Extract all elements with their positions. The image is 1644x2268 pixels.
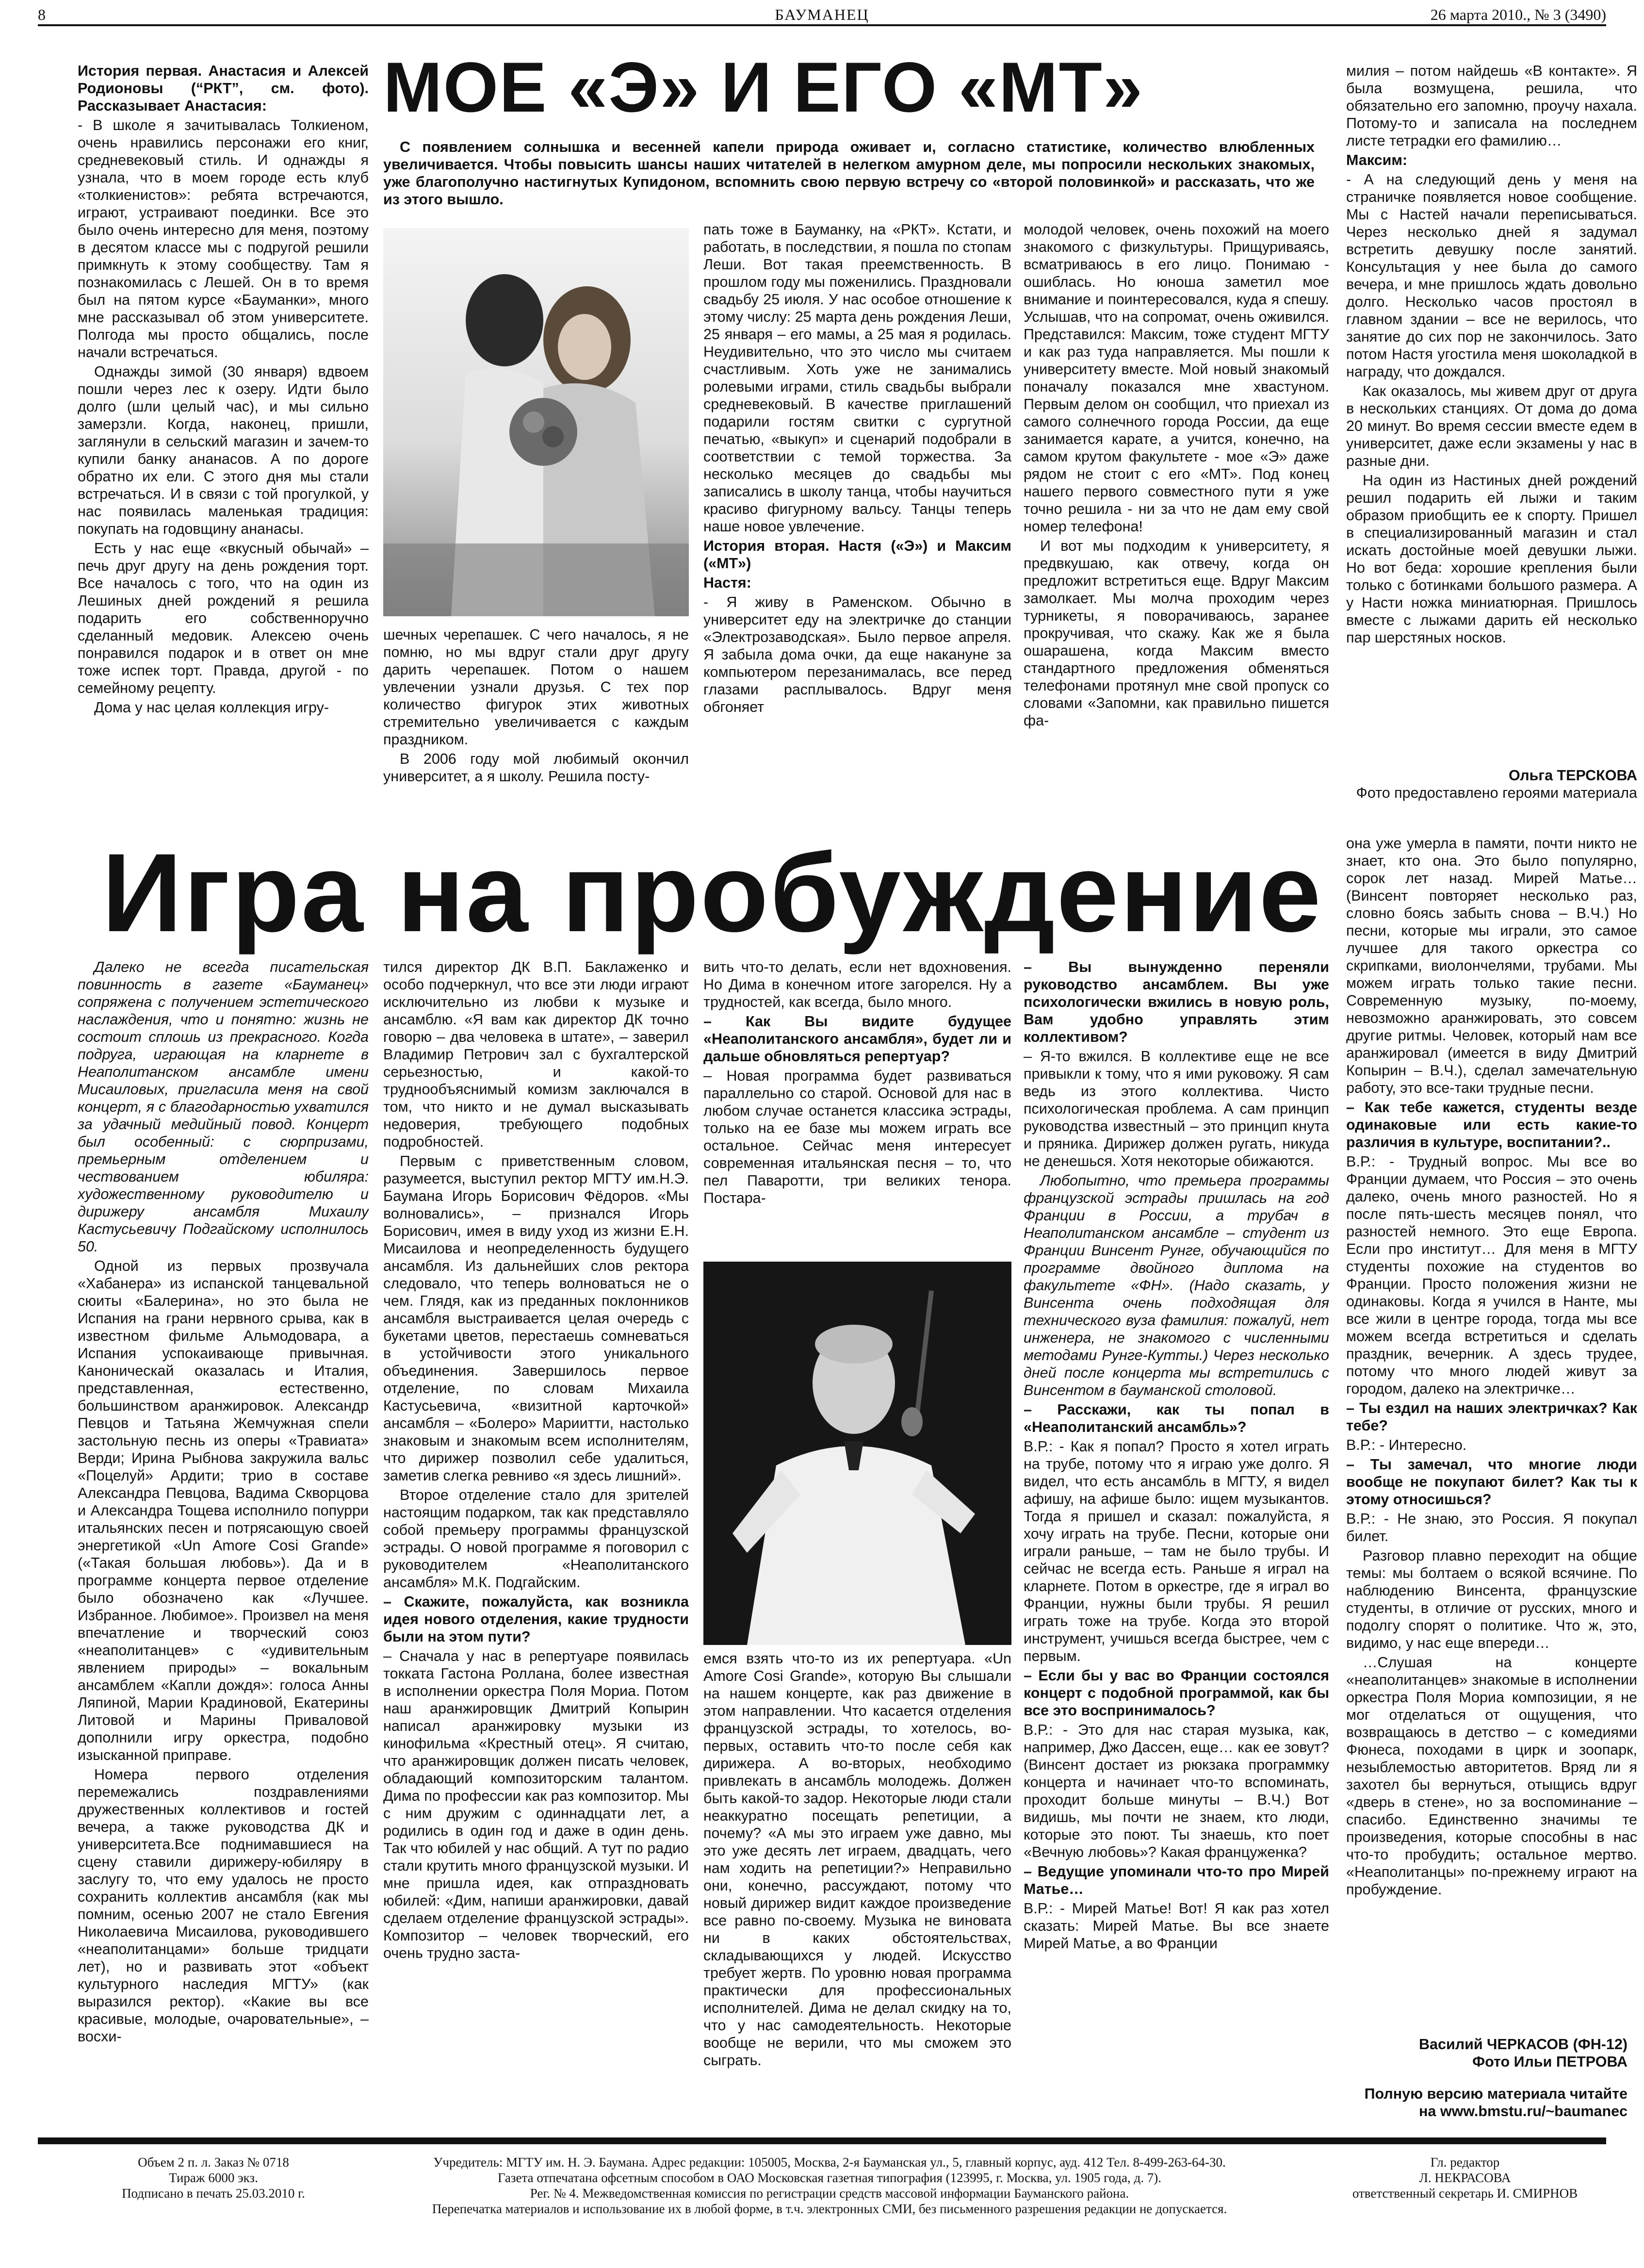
paragraph: тился директор ДК В.П. Баклаженко и особо подчеркнул, что все эти люди играют исключительно из любви к музыке и ансамблю. «Я вам как директор ДК точно говорю – два человека в штате», – заверил Владимир Петрович зал с бухгалтерской серьезностью, и какой-то труднообъяснимый комизм заключался в том, что никто и не думал высказывать недоверия, требующего подобных подробностей.	[383, 959, 689, 1150]
paragraph: молодой человек, очень похожий на моего знакомого с физкультуры. Прищуриваясь, всматриваюсь в его лицо. Понимаю - ошиблась. Но юноша заметил мое внимание и поинтересовался, куда я спешу. Услышав, что на сопромат, очень оживился. Представился: Максим, тоже студент МГТУ и как раз туда направляется. Мы пошли к университету вместе. Мой новый знакомый поначалу показался мне хвастуном. Первым делом он сообщил, что приехал из самого солнечного города России, да еще занимается карате, а учится, конечно, на самом крутом факультете - мое «Э» даже рядом не стоит с его «МТ». Под конец нашего первого совместного пути я уже точно решила - ни за что не дам ему свой номер телефона!	[1024, 221, 1329, 535]
paragraph: В.Р.: - Интересно.	[1346, 1437, 1467, 1453]
footer-copyright: Перепечатка материалов и использование их в любой форме, в т.ч. электронных СМИ, без письменного разрешения редакции не допускается.	[432, 2202, 1227, 2216]
interview-question: – Как Вы видите будущее «Неаполитанского ансамбля», будет ли и дальше обновляться репертуар?	[703, 1013, 1011, 1065]
page-number: 8	[38, 6, 46, 23]
paragraph: На один из Настиных дней рождений решил подарить ей лыжи и таким образом приобщить ее к спорту. Пришел в специализированный магазин и стал искать достойные моей девушки лыжи. Но вот беда: хорошие крепления были только с ботинками большого размера. А у Насти ножка миниатюрная. Пришлось вместе с лыжами дарить ей несколько пар шерстяных носков.	[1346, 472, 1637, 646]
paragraph: В 2006 году мой любимый окончил университет, а я школу. Решила посту-	[383, 751, 689, 785]
paragraph: Любопытно, что премьера программы французской эстрады пришлась на год Франции в России, а трубач в Неаполитанском ансамбле – студент из Франции Винсент Рунге, обучающийся по программе двойного диплома на факультете «ФН». (Надо сказать, у Винсента очень подходящая для технического вуза фамилия: пожалуй, нет инженера, не знакомого с численными методами Рунге-Кутты.) Через несколько дней после концерта мы встретились с Винсентом в бауманской столовой.	[1024, 1172, 1329, 1398]
article2-byline	[1346, 2036, 1628, 2120]
paragraph: - Я живу в Раменском. Обычно в университет еду на электричке до станции «Электрозаводская». Было первое апреля. Я забыла дома очки, да еще накануне за компьютером перезанималась, все перед глазами расплывалось. Вдруг меня обгоняет	[703, 594, 1011, 715]
paragraph: шечных черепашек. С чего началось, я не помню, но мы вдруг стали друг другу дарить черепашек. Потом о нашем увлечении узнали друзья. С тех пор количество фигурок этих животных стремительно увеличивается с каждым праздником.	[383, 626, 689, 748]
conductor-photo	[703, 1262, 1011, 1645]
interview-question: – Если бы у вас во Франции состоялся концерт с подобной программой, как бы все это воспринималось?	[1024, 1667, 1329, 1719]
paragraph: …Слушая на концерте «неаполитанцев» знакомые в исполнении оркестра Поля Мориа композиции, я не мог отделаться от ощущения, что возвращаюсь в детство – с комедиями Фюнеса, походами в цирк и зоопарк, незыблемостью авторитетов. Вряд ли я захотел бы вернуться, отыщись вдруг «дверь в стене», но за воспоминание – спасибо. Единственно значимы те произведения, которые способны в нас что-то пробудить; остальное мертво. «Неаполитанцы» по-прежнему играют на пробуждение.	[1346, 1654, 1637, 1898]
article2-column-4	[1024, 958, 1329, 2123]
paragraph: Второе отделение стало для зрителей настоящим подарком, так как представляло собой премьеру программы французской эстрады. О новой программе я поговорил с руководителем «Неаполитанского ансамбля» М.К. Подгайским.	[383, 1487, 689, 1591]
running-header	[38, 4, 1606, 26]
paragraph: пать тоже в Бауманку, на «РКТ». Кстати, и работать, в последствии, я пошла по стопам Леши. Вот такая преемственность. В прошлом году мы поженились. Праздновали свадьбу 25 июля. У нас особое отношение к этому числу: 25 марта день рождения Леши, 25 января – его мамы, а 25 мая я родилась. Неудивительно, что это число мы считаем счастливым. Хоть уже не занимались ролевыми играми, стиль свадьбы выбрали средневековый. В качестве приглашений подарили гостям свитки с сургутной печатью, «выкуп» и сценарий подобрали в соответствии с темой торжества. За несколько месяцев до свадьбы мы записались в школу танца, чтобы научиться красиво фигурному вальсу. Танцы теперь наше новое увлечение.	[703, 221, 1011, 535]
paragraph: В.Р.: - Трудный вопрос. Мы все во Франции думаем, что Россия – это очень далеко, очень много разностей. Но я после пять-шесть месяцев понял, что разностей немного. Это еще Европа. Если про институт… Для меня в МГТУ студенты похожие на студентов во Франции. Просто положения жизни не одинаковы. Когда я учился в Нанте, мы все жили в центре города, тогда мы все можем всегда встретиться и сделать праздник, вечерник. А здесь трудее, потому что много людей живут за городом, далеко на электричке…	[1346, 1153, 1637, 1397]
section-heading: Максим:	[1346, 152, 1408, 168]
article1-byline	[1346, 767, 1637, 802]
article1-column-4	[1024, 221, 1329, 830]
paragraph: – Сначала у нас в репертуаре появилась токката Гастона Роллана, более известная в исполнении оркестра Поля Мориа. Потом наш аранжировщик Дмитрий Копырин написал аранжировку музыки из кинофильма «Крестный отец». Я считаю, что аранжировщик должен писать человек, обладающий композиторским талантом. Дима по профессии как раз композитор. Мы с ним дружим с одиннадцати лет, а родились в один год и даже в один день. Так что юбилей у нас общий. А тут по радио стали крутить много французской музыки. И мне пришла идея, как отпраздновать юбилей: «Дим, напиши аранжировки, давай сделаем отделение французской эстрады». Композитор – человек творческий, его очень трудно заста-	[383, 1648, 689, 1961]
footer-secretary: ответственный секретарь И. СМИРНОВ	[1352, 2186, 1578, 2201]
paragraph: Далеко не всегда писательская повинность в газете «Бауманец» сопряжена с получением эстетического наслаждения, что и понятно: жизнь не состоит сплошь из прекрасного. Когда подруга, играющая на кларнете в Неаполитанском ансамбле имени Мисаиловых, пригласила меня на свой концерт, я с благодарностью ухватился за удачный медийный повод. Концерт был особенный: с сюрпризами, премьерным отделением и чествованием юбиляра: художественному руководителю и дирижеру ансамбля Михаилу Кастусьевичу Подгайскому исполнилось 50.	[78, 959, 369, 1255]
paragraph: Дома у нас целая коллекция игру-	[94, 699, 329, 716]
article2-column-1	[78, 958, 369, 2123]
article2-author: Василий ЧЕРКАСОВ (ФН-12)	[1419, 2036, 1628, 2053]
issue-date: 26 марта 2010., № 3 (3490)	[1430, 6, 1606, 23]
footer-signed: Подписано в печать 25.03.2010 г.	[122, 2186, 305, 2201]
article1-lead	[383, 138, 1315, 208]
article2-column-3-lower	[703, 1650, 1011, 2123]
article1-column-1	[78, 62, 369, 829]
footer-volume: Объем 2 п. л. Заказ № 0718	[138, 2155, 289, 2169]
paragraph: - А на следующий день у меня на страничке появляется новое сообщение. Мы с Настей начали переписываться. Через несколько дней я задумал встретить девушку после занятий. Консультация у нее была до самого вечера, и мне пришлось ждать довольно долго. Несколько часов простоял в главном здании – все не верилось, что занятие до сих пор не закончилось. Зато потом Настя угостила меня шоколадкой в награду, что дождался.	[1346, 171, 1637, 380]
footer-editor-title: Гл. редактор	[1430, 2155, 1500, 2169]
header-rule	[38, 24, 1606, 26]
footer-publisher-info	[369, 2154, 1290, 2217]
article1-lead-text: С появлением солнышка и весенней капели природа оживает и, согласно статистике, количество влюбленных увеличивается. Чтобы повысить шансы наших читателей в нелегком амурном деле, мы попросили нескольких знакомых, уже благополучно настигнутых Купидоном, вспомнить свою первую встречу со «второй половинкой» и рассказать, что же из этого вышло.	[383, 139, 1315, 208]
article2-photo-credit: Фото Ильи ПЕТРОВА	[1472, 2054, 1628, 2070]
article2-title: Игра на пробуждение	[102, 830, 1323, 955]
article2-column-5	[1346, 835, 1637, 2023]
paragraph: В.Р.: - Это для нас старая музыка, как, например, Джо Дассен, еще… как ее зовут? (Винсент достает из рюкзака программку концерта и начинает что-то вспоминать, проходит больше минуты – В.Ч.) Вот видишь, мы почти не знаем, кто люди, которые это поют. Ты знаешь, кто поет «Вечную любовь»? Какая француженка?	[1024, 1722, 1329, 1860]
article1-title: МОЕ «Э» И ЕГО «МТ»	[383, 48, 1144, 127]
paper-name: БАУМАНЕЦ	[775, 6, 869, 23]
paragraph: вить что-то делать, если нет вдохновения. Но Дима в конечном итоге загорелся. Ну а трудностей, как всегда, было много.	[703, 959, 1011, 1010]
article1-author: Ольга ТЕРСКОВА	[1508, 767, 1637, 784]
footer-circulation: Тираж 6000 экз.	[169, 2170, 258, 2185]
interview-question: – Ты ездил на наших электричках? Как тебе?	[1346, 1400, 1637, 1434]
paragraph: В.Р.: - Мирей Матье! Вот! Я как раз хотел сказать: Мирей Матье. Вы все знаете Мирей Матье, а во Франции	[1024, 1900, 1329, 1952]
article1-column-5	[1346, 62, 1637, 761]
footer-rule	[38, 2137, 1606, 2144]
wedding-photo	[383, 228, 689, 616]
article2-column-3	[703, 958, 1011, 1254]
article2-column-2	[383, 958, 689, 2123]
footer-editors	[1319, 2154, 1611, 2201]
paragraph: Номера первого отделения перемежались поздравлениями дружественных коллективов и гостей вечера, а также руководства ДК и университета.Все поднимавшиеся на сцену ставили дирижеру-юбиляру в заслугу то, что ему удалось не просто сохранить коллектив ансамбля (как мы помним, осенью 2007 не стало Евгения Николаевича Мисаилова, руководившего «неаполитанцами» больше тридцати лет), но и развивать этот «объект культурного наследия МГТУ» (как выразился ректор). «Какие вы все красивые, молодые, очаровательные», – восхи-	[78, 1766, 369, 2045]
interview-question: – Как тебе кажется, студенты везде одинаковые или есть какие-то различия в культуре, воспитании?..	[1346, 1099, 1637, 1150]
paragraph: емся взять что-то из их репертуара. «Un Amore Cosi Grande», которую Вы слышали на нашем концерте, как раз движение в этом направлении. Что касается отделения французской эстрады, то хотелось, во-первых, оставить что-то после себя как дирижера. А во-вторых, необходимо привлекать в ансамбль молодежь. Должен быть какой-то задор. Некоторые люди стали неаккуратно посещать репетиции, а почему? «А мы это играем уже давно, мы это уже десять лет играем, двадцать, чего нам ходить на репетиции?» Неправильно они, конечно, рассуждают, потому что новый дирижер видит каждое произведение все равно по-своему. Музыка не виновата ни в каких обстоятельствах, складывающихся у людей. Искусство требует жертв. По уровню новая программа практически для профессиональных исполнителей. Дима не делал скидку на то, что у нас самодеятельность. Некоторые вообще не верили, что мы сможем это сыграть.	[703, 1650, 1011, 2069]
section-heading: История вторая. Настя («Э») и Максим («МТ»)	[703, 538, 1011, 572]
article1-photo-credit: Фото предоставлено героями материала	[1356, 785, 1637, 801]
section-heading: Настя:	[703, 575, 751, 591]
footer-founder: Учредитель: МГТУ им. Н. Э. Баумана. Адрес редакции: 105005, Москва, 2-я Бауманская ул., 5, главный корпус, ауд. 412 Тел. 8-499-263-64-30.	[433, 2155, 1226, 2169]
section-heading: История первая. Анастасия и Алексей Родионовы (“РКТ”, см. фото). Рассказывает Анастасия:	[78, 63, 369, 114]
footer-registration: Рег. № 4. Межведомственная комиссия по регистрации средств массовой информации Бауманского района.	[530, 2186, 1129, 2201]
interview-question: – Ты замечал, что многие люди вообще не покупают билет? Как ты к этому относишься?	[1346, 1456, 1637, 1508]
conductor-photo-image	[703, 1262, 1011, 1645]
footer-editor-name: Л. НЕКРАСОВА	[1419, 2170, 1511, 2185]
interview-question: – Вы вынужденно переняли руководство ансамблем. Вы уже психологически вжились в новую роль, Вам удобно управлять этим коллективом?	[1024, 959, 1329, 1045]
article1-column-2	[383, 626, 689, 830]
paragraph: В.Р.: - Как я попал? Просто я хотел играть на трубе, потому что я играю уже долго. Я видел, что есть ансамбль в МГТУ, я видел афишу, на афише было: ищем музыкантов. Тогда я пришел и сказал: пожалуйста, я хочу играть на трубе. Песни, которые они играли раньше, – там не было трубы. И сейчас не всегда есть. Раньше я играл на кларнете. Потом в оркестре, где я играл во Франции, нужны были трубы. Я решил играть тоже на трубе. Когда это второй инструмент, учишься всегда быстрее, чем с первым.	[1024, 1438, 1329, 1664]
paragraph: Разговор плавно переходит на общие темы: мы болтаем о всякой всячине. По наблюдению Винсента, французские студенты, в отличие от русских, много и подолгу спорят о политике. Что ж, это, видимо, у нас еще впереди…	[1346, 1547, 1637, 1651]
paragraph: она уже умерла в памяти, почти никто не знает, кто она. Это было популярно, сорок лет назад. Мирей Матье… (Винсент повторяет несколько раз, словно боясь забыть снова – В.Ч.) Но песни, которые мы играли, это самое лучшее для такого оркестра со скрипками, виолончелями, трубами. Мы можем играть только такие песни. Современную музыку, по-моему, невозможно аранжировать, это совсем другие ритмы. Человек, который нам все аранжировал (имеется в виду Дмитрий Копырин – В.Ч.), сделал замечательную работу, это все-таки трудные песни.	[1346, 835, 1637, 1096]
footer-printing: Газета отпечатана офсетным способом в ОАО Московская газетная типография (123995, г. Москва, ул. 1905 года, д. 7).	[497, 2170, 1162, 2185]
interview-question: – Скажите, пожалуйста, как возникла идея нового отделения, какие трудности были на этом пути?	[383, 1594, 689, 1645]
paragraph: Однажды зимой (30 января) вдвоем пошли через лес к озеру. Идти было долго (шли целый час), и мы сильно замерзли. Когда, наконец, пришли, заглянули в сельский магазин и зачем-то купили банку ананасов. А по дороге обратно их ели. С этого дня мы стали встречаться. И в связи с той прогулкой, у нас появилась маленькая традиция: покупать на годовщину ананасы.	[78, 363, 369, 537]
wedding-photo-image	[383, 228, 689, 616]
paragraph: Одной из первых прозвучала «Хабанера» из испанской танцевальной сюиты «Балерина», но это была не Испания на грани нервного срыва, как в известном фильме Альмодовара, а Испания успокаивающе привычная. Каноническай оказалась и Италия, представленная, естественно, большинством аранжировок. Александр Певцов и Татьяна Жемчужная спели застольную песнь из оперы «Травиата» Верди; Ирина Рыбнова закружила вальс «Поцелуй» Ардити; трио в составе Александра Певцова, Вадима Скворцова и Александра Тощева исполнило попурри итальянских песен и потрясающую своей энергетикой «Un Amore Cosi Grande» («Такая большая любовь»). Да и в программе концерта первое отделение было обозначено как «Лучшее. Избранное. Любимое». Произвел на меня впечатление и творческий союз «неаполитанцев» с «удивительным явлением природы» – вокальным ансамблем «Капли дождя»: голоса Анны Ляпиной, Марии Крадиновой, Екатерины Литовой и Марины Приваловой дополнили игру оркестра, подобно изысканной приправе.	[78, 1258, 369, 1763]
full-version-link[interactable]: Полную версию материала читайте на www.bmstu.ru/~baumanec	[1364, 2086, 1628, 2120]
paragraph: Как оказалось, мы живем друг от друга в нескольких станциях. От дома до дома 20 минут. Во время сессии вместе едем в университет, даже если экзамены у нас в разные дни.	[1346, 383, 1637, 469]
interview-question: – Ведущие упоминали что-то про Мирей Матье…	[1024, 1863, 1329, 1897]
paragraph: В.Р.: - Не знаю, это Россия. Я покупал билет.	[1346, 1511, 1637, 1545]
paragraph: – Новая программа будет развиваться параллельно со старой. Основой для нас в любом случае останется классика эстрады, только на ее базе мы можем играть все остальное. Сейчас меня интересует современная итальянская песня – то, что пел Паваротти, три великих тенора. Постара-	[703, 1068, 1011, 1206]
paragraph: Первым с приветственным словом, разумеется, выступил ректор МГТУ им.Н.Э. Баумана Игорь Борисович Фёдоров. «Мы волновались», – признался Игорь Борисович, имея в виду уход из жизни Е.Н. Мисаилова и неопределенность будущего ансамбля. Из дальнейших слов ректора следовало, что теперь волноваться не о чем. Глядя, как из преданных поклонников ансамбля выстраивается целая очередь с букетами цветов, перестаешь сомневаться в устойчивости этого уникального объединения. Завершилось первое отделение, по словам Михаила Кастусьевича, «визитной карточкой» ансамбля – «Болеро» Мариитти, настолько знаковым и знакомым всем исполнителям, что дирижер позволил себе удалиться, заметив слегка ревниво «я здесь лишний».	[383, 1153, 689, 1484]
interview-question: – Расскажи, как ты попал в «Неаполитанский ансамбль»?	[1024, 1401, 1329, 1435]
footer-print-info	[78, 2154, 349, 2201]
paragraph: Есть у нас еще «вкусный обычай» – печь друг другу на день рождения торт. Все началось с того, что на один из Лешиных дней рождений я решила подарить его собственноручно сделанный медовик. Алексею очень понравился подарок и в ответ он мне тоже испек торт. Правда, другой - по семейному рецепту.	[78, 540, 369, 696]
paragraph: милия – потом найдешь «В контакте». Я была возмущена, решила, что обязательно его запомню, проучу нахала. Потому-то и записала на последнем листе тетрадки его фамилию…	[1346, 63, 1637, 149]
article1-column-3	[703, 221, 1011, 830]
paragraph: И вот мы подходим к университету, я предвкушаю, как отвечу, когда он предложит встретиться еще. Вдруг Максим замолкает. Мы молча проходим через турникеты, я поворачиваюсь, заранее прокручивая, что скажу. Как же я была ошарашена, когда Максим вместо стандартного предложения обменяться телефонами протянул мне свой пропуск со словами «Запомни, как правильно пишется фа-	[1024, 538, 1329, 729]
paragraph: - В школе я зачитывалась Толкиеном, очень нравились персонажи его книг, средневековый стиль. И однажды я узнала, что в моем городе есть клуб «толкиенистов»: ребята встречаются, играют, устраивают поединки. Все это было очень интересно для меня, поэтому в десятом классе мы с подругой решили примкнуть к этому сообществу. Там я познакомилась с Лешей. Он в то время был на пятом курсе «Бауманки», много мне рассказывал об этом университете. Полгода мы просто общались, после начали встречаться.	[78, 117, 369, 361]
paragraph: – Я-то вжился. В коллективе еще не все привыкли к тому, что я ими руковожу. Я сам ведь из этого коллектива. Чисто психологическая проблема. А сам принцип руководства известный – это принцип кнута и пряника. Дирижер должен ругать, никуда не денешься. Хотя некоторые обижаются.	[1024, 1048, 1329, 1169]
